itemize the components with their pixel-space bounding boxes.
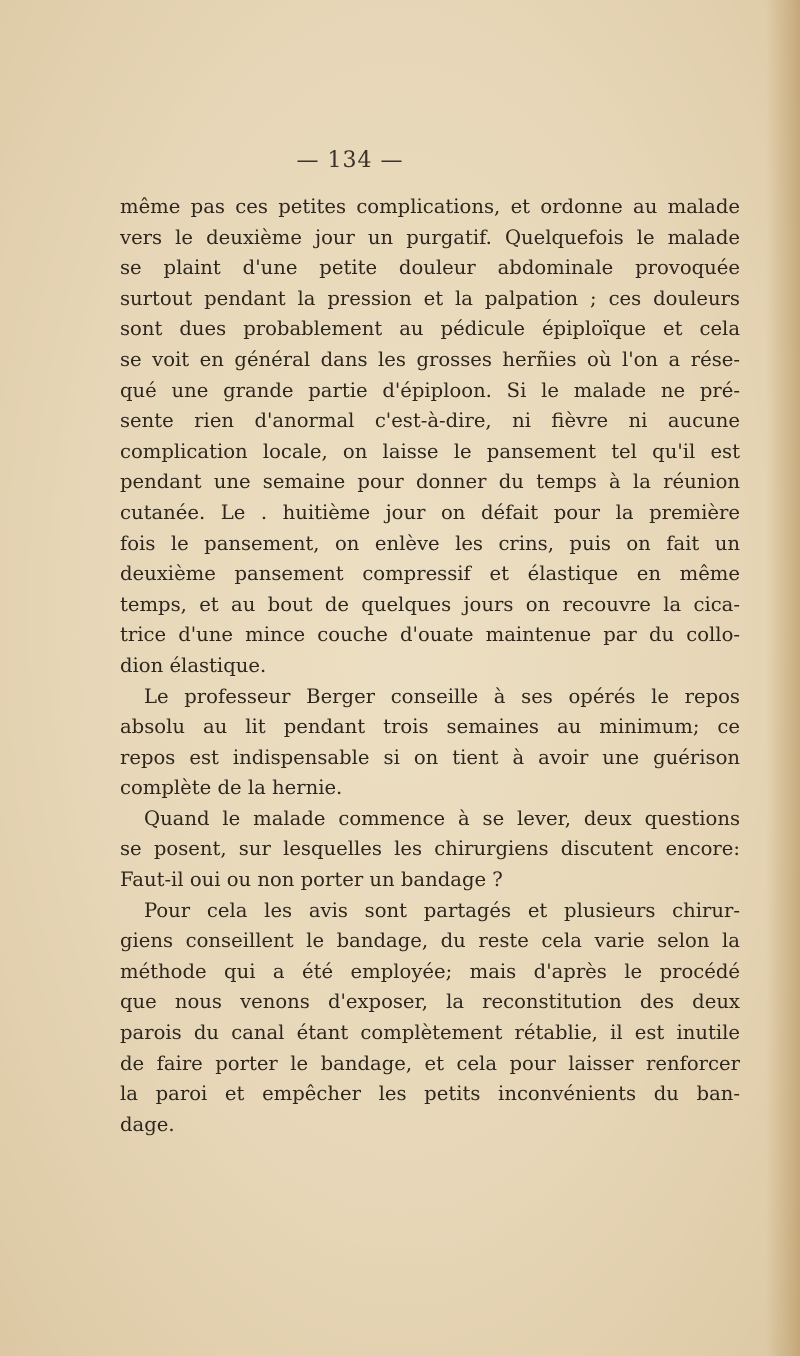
text-line: surtout pendant la pression et la palpation ; ces douleurs <box>120 286 740 310</box>
text-line: complication locale, on laisse le pansement tel qu'il est <box>120 439 740 463</box>
text-line: sente rien d'anormal c'est-à-dire, ni fièvre ni aucune <box>120 409 740 433</box>
text-line: la paroi et empêcher les petits inconvénients du ban- <box>120 1082 740 1106</box>
text-line: Faut-il oui ou non porter un bandage ? <box>120 868 503 892</box>
text-line: cutanée. Le . huitième jour on défait pour la première <box>120 500 740 524</box>
text-line: complète de la hernie. <box>120 776 343 800</box>
text-line: temps, et au bout de quelques jours on recouvre la cica- <box>120 592 740 616</box>
text-line: vers le deuxième jour un purgatif. Quelquefois le malade <box>120 225 740 249</box>
text-line: dage. <box>120 1112 175 1136</box>
text-line: se voit en général dans les grosses herñies où l'on a rése- <box>120 347 740 371</box>
page-number: — 134 — <box>296 148 404 173</box>
text-line: giens conseillent le bandage, du reste cela varie selon la <box>120 929 740 953</box>
text-line: que nous venons d'exposer, la reconstitution des deux <box>120 990 740 1014</box>
text-line: deuxième pansement compressif et élastique en même <box>120 562 740 586</box>
page-edge-shadow <box>766 0 800 1356</box>
text-line: se plaint d'une petite douleur abdominale provoquée <box>120 256 740 280</box>
text-line: se posent, sur lesquelles les chirurgiens discutent encore: <box>120 837 740 861</box>
text-line: même pas ces petites complications, et ordonne au malade <box>120 195 740 218</box>
text-line: fois le pansement, on enlève les crins, puis on fait un <box>120 531 740 555</box>
text-line: Le professeur Berger conseille à ses opérés le repos <box>144 684 740 708</box>
text-line: dion élastique. <box>120 653 267 677</box>
text-line: méthode qui a été employée; mais d'après le procédé <box>120 959 740 983</box>
text-line: de faire porter le bandage, et cela pour laisser renforcer <box>120 1051 740 1075</box>
text-line: parois du canal étant complètement rétablie, il est inutile <box>120 1021 740 1045</box>
text-line: qué une grande partie d'épiploon. Si le malade ne pré- <box>120 378 740 402</box>
text-line: absolu au lit pendant trois semaines au minimum; ce <box>120 715 740 739</box>
text-line: Quand le malade commence à se lever, deux questions <box>144 806 740 830</box>
text-line: trice d'une mince couche d'ouate maintenue par du collo- <box>120 623 740 647</box>
text-line: repos est indispensable si on tient à avoir une guérison <box>120 745 740 769</box>
text-line: Pour cela les avis sont partagés et plusieurs chirur- <box>144 898 740 922</box>
text-line: pendant une semaine pour donner du temps à la réunion <box>120 470 740 494</box>
body-text <box>120 192 740 1140</box>
text-line: sont dues probablement au pédicule épiploïque et cela <box>120 317 740 341</box>
